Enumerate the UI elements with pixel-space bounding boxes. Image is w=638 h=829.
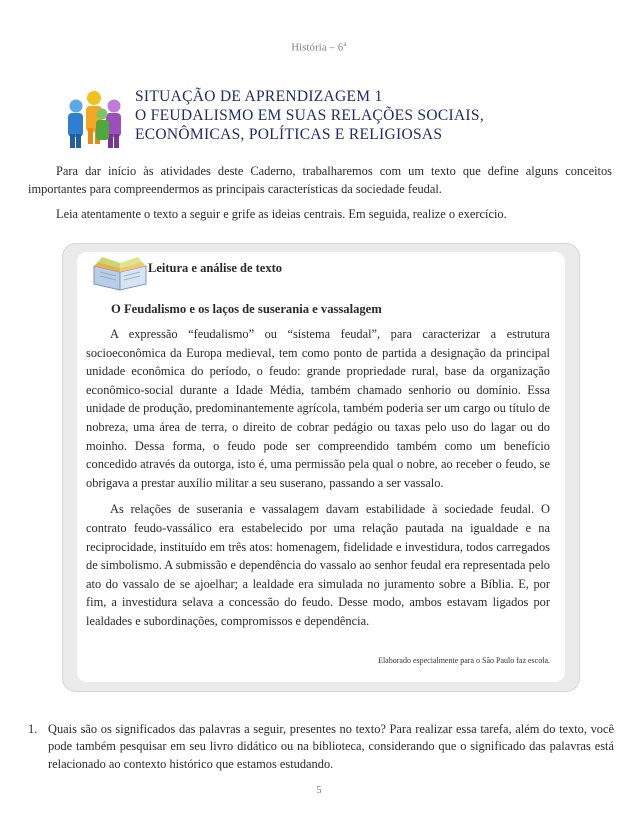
people-group-icon [64,88,130,150]
section-title [135,87,575,144]
article-paragraph-2: As relações de suserania e vassalagem davam estabilidade à sociedade feudal. O contrato feudo-vassálico era estabelecido por uma relação pautada na igualdade e na reciprocidade, instituído em três atos: homenagem, fidelidade e investidura, todos carregados de simbolismo. A submissão e dependência do vassalo ao senhor feudal era representada pelo ato do vassalo de se ajoelhar; a lealdade era simulada no juramento sobre a Bíblia. E, por fim, a investidura selava a concessão do feudo. Desse modo, ambos estavam ligados por lealdades e subordinações, compromissos e dependência. [86,502,550,628]
open-book-icon [90,252,150,292]
intro-paragraph-2: Leia atentamente o texto a seguir e grife as ideias centrais. Em seguida, realize o exercício. [56,207,507,221]
section-title-line-3: ECONÔMICAS, POLÍTICAS E RELIGIOSAS [135,126,443,143]
reading-label: Leitura e análise de texto [148,261,283,275]
article-title: O Feudalismo e os laços de suserania e vassalagem [111,302,382,316]
source-credit: Elaborado especialmente para o São Paulo faz escola. [378,656,550,665]
section-title-line-2: O FEUDALISMO EM SUAS RELAÇÕES SOCIAIS, [135,107,484,124]
header-sup-1: a [343,40,347,48]
article-paragraph-1: A expressão “feudalismo” ou “sistema feudal”, para caracterizar a estrutura socioeconômica da Europa medieval, tem como ponto de partida a designação da principal unidade econômica do período, o feudo: grande propriedade rural, base da organização econômico-social durante a Idade Média, também chamado senhorio ou domínio. Essa unidade de produção, predominantemente agrícola, também poderia ser um cargo ou título de nobreza, uma área de terra, o direito de cobrar pedágio ou taxas pelo uso do lagar ou do moinho. Dessa forma, o feudo pode ser compreendido também como um benefício concedido através da outorga, isto é, uma permissão pela qual o nobre, ao receber o feudo, se obrigava a prestar auxílio militar a seu suserano, passando a ser vassalo. [86,327,550,490]
question-number: 1. [28,722,38,736]
intro-text [28,163,612,232]
question-1 [28,721,614,773]
question-text: Quais são os significados das palavras a seguir, presentes no texto? Para realizar essa tarefa, além do texto, você pode também pesquisar em seu livro didático ou na biblioteca, considerando que o significado das palavras está relacionado ao contexto histórico que estamos estudando. [48,722,614,771]
article-body [86,325,550,639]
running-header [0,40,638,54]
section-title-line-1: SITUAÇÃO DE APRENDIZAGEM 1 [135,88,383,105]
intro-paragraph-1: Para dar início às atividades deste Caderno, trabalharemos com um texto que define alguns conceitos importantes para compreendermos as principais características da sociedade feudal. [28,164,612,196]
header-prefix: História – 6 [291,42,344,54]
page-number: 5 [316,785,322,796]
